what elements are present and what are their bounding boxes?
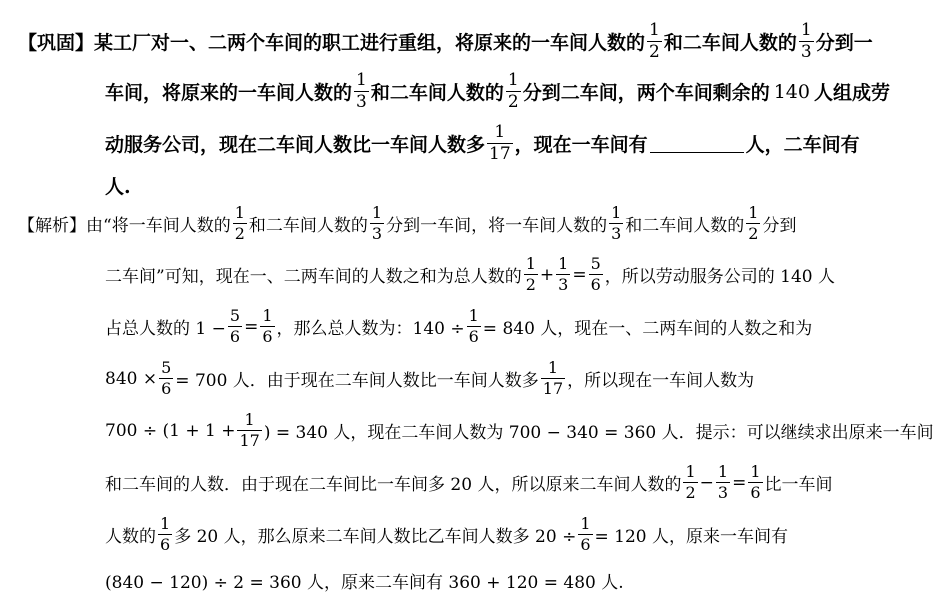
fraction: $\frac{1}{2}$ [649,20,660,62]
answer-blank[interactable] [650,134,744,153]
fraction: $\frac{1}{6}$ [468,306,479,346]
fraction: $\frac{1}{3}$ [717,462,729,502]
answer-tag: 【解析】 [18,216,86,236]
fraction: $\frac{1}{6}$ [750,462,761,502]
operator: = [732,472,747,493]
fraction: $\frac{5}{6}$ [161,358,172,398]
answer-line-7 [105,516,788,553]
text: ，那么总人数为：140 ÷ [276,319,465,339]
fraction: $\frac{1}{17}$ [542,358,564,398]
text: = 120 人，原来一车间有 [594,527,788,547]
fraction: $\frac{1}{3}$ [356,70,367,112]
text: 分到一车间，将一车间人数的 [386,216,608,236]
text: 比一车间 [764,475,833,495]
fraction: $\frac{1}{17}$ [239,410,260,450]
fraction: $\frac{1}{6}$ [160,514,171,554]
fraction: $\frac{1}{3}$ [800,20,812,62]
text: 由“将一车间人数的 [86,216,231,236]
text: 和二车间人数的 [248,216,368,236]
text: 车间，将原来的一车间人数的 [105,82,353,104]
text: 某工厂对一、二两个车间的职工进行重组，将原来的一车间人数的 [94,32,646,54]
fraction: $\frac{1}{6}$ [262,306,273,346]
text: ，所以现在一车间人数为 [567,371,755,391]
text: 分到二车间，两个车间剩余的 [522,82,770,104]
question-line-2 [105,72,890,111]
fraction: $\frac{1}{3}$ [558,254,569,294]
text: 分到一 [815,32,873,54]
text: 人，二车间有 [745,134,860,156]
text: 700 ÷ (1 + 1 + [105,420,236,441]
fraction: $\frac{1}{17}$ [489,122,511,164]
fraction: $\frac{1}{2}$ [234,203,245,243]
fraction: $\frac{1}{2}$ [748,203,759,243]
text: 人. [105,176,131,198]
fraction: $\frac{5}{6}$ [590,254,601,294]
answer-line-6 [105,464,833,501]
fraction: $\frac{1}{2}$ [685,462,696,502]
text: (840 − 120) ÷ 2 = 360 人，原来二车间有 360 + 120 = 480 人. [105,573,624,593]
fraction: $\frac{1}{3}$ [611,203,622,243]
fraction: $\frac{1}{2}$ [507,70,519,112]
answer-line-3 [105,308,812,345]
text: 和二车间的人数．由于现在二车间比一车间多 20 人，所以原来二车间人数的 [105,475,682,495]
operator: − [699,472,714,493]
fraction: $\frac{1}{2}$ [525,254,536,294]
text: 人数的 [105,527,156,547]
text: ，现在一车间有 [514,134,648,156]
answer-line-1 [18,205,796,242]
operator: + [539,264,555,285]
text: 人组成劳 [813,82,890,104]
text: 动服务公司，现在二车间人数比一车间人数多 [105,134,486,156]
fraction: $\frac{5}{6}$ [229,306,241,346]
text: 占总人数的 1 − [105,319,226,339]
question-line-3 [105,124,860,163]
answer-line-8 [105,568,624,593]
text: 和二车间人数的 [663,32,797,54]
text: 和二车间人数的 [370,82,504,104]
fraction: $\frac{1}{3}$ [371,203,383,243]
text: ) = 340 人，现在二车间人数为 700 − 340 = 360 人．提示：可以继续求出原来一车间 [263,423,934,443]
answer-line-5 [105,412,934,449]
answer-line-4 [105,360,754,397]
text: 二车间”可知，现在一、二两车间的人数之和为总人数的 [105,267,522,287]
question-tag: 【巩固】 [18,32,95,54]
operator: = [244,316,259,337]
fraction: $\frac{1}{6}$ [580,514,591,554]
text: 840 × [105,368,158,389]
text: 和二车间人数的 [625,216,745,236]
answer-line-2 [105,256,835,293]
text: = 700 人．由于现在二车间人数比一车间人数多 [175,371,539,391]
operator: = [572,264,587,285]
number: 140 [773,80,810,103]
text: 多 20 人，那么原来二车间人数比乙车间人数多 20 ÷ [174,527,577,547]
question-line-1 [18,22,873,61]
text: ，所以劳动服务公司的 140 人 [604,267,836,287]
question-line-4 [105,172,131,199]
text: 分到 [762,216,797,236]
text: = 840 人，现在一、二两车间的人数之和为 [482,319,813,339]
